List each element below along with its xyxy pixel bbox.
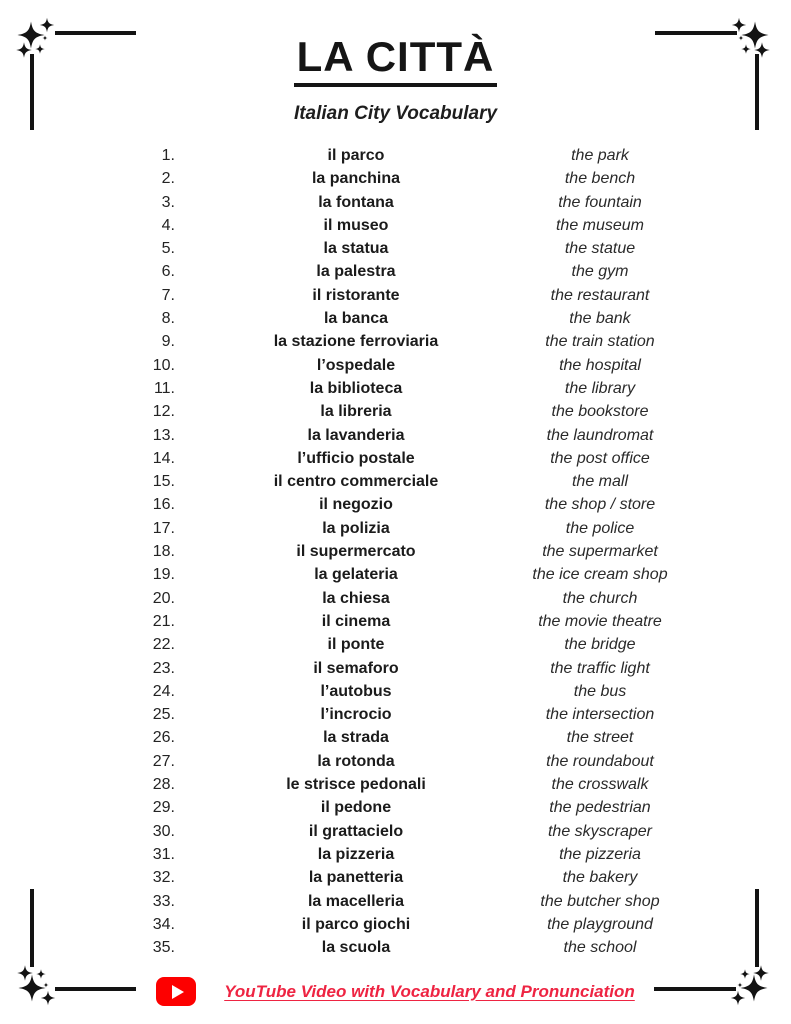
vocab-english-translation: the skyscraper — [547, 822, 653, 840]
vocab-english-translation: the traffic light — [550, 659, 650, 677]
vocab-row — [0, 167, 791, 190]
vocab-number: 22. — [152, 636, 175, 654]
vocab-row — [0, 796, 791, 819]
vocab-number: 33. — [152, 892, 175, 910]
vocab-row — [0, 820, 791, 843]
vocab-number: 8. — [161, 310, 175, 328]
vocab-number: 11. — [153, 379, 175, 397]
vocab-number: 34. — [152, 915, 175, 933]
vocab-row — [0, 307, 791, 330]
vocab-italian-term: la libreria — [320, 403, 392, 421]
vocab-english-translation: the laundromat — [546, 426, 654, 444]
vocab-english-translation: the bank — [569, 310, 631, 328]
vocab-english-translation: the restaurant — [550, 286, 650, 304]
vocab-italian-term: l’incrocio — [320, 706, 392, 724]
vocab-row — [0, 470, 791, 493]
page-subtitle: Italian City Vocabulary — [293, 103, 498, 124]
vocab-number: 12. — [152, 403, 175, 421]
vocab-italian-term: il ristorante — [312, 286, 400, 304]
vocab-italian-term: il parco giochi — [301, 915, 411, 933]
corner-line-top-right-horizontal — [655, 31, 737, 35]
vocab-number: 24. — [152, 682, 175, 700]
vocab-row — [0, 633, 791, 656]
vocab-english-translation: the street — [566, 729, 634, 747]
vocab-english-translation: the hospital — [559, 356, 641, 374]
vocab-number: 30. — [152, 822, 175, 840]
vocab-number: 10. — [152, 356, 175, 374]
vocab-row — [0, 377, 791, 400]
vocab-italian-term: la lavanderia — [307, 426, 405, 444]
vocab-italian-term: la strada — [323, 729, 389, 747]
vocab-row — [0, 726, 791, 749]
vocab-number: 14. — [152, 449, 175, 467]
vocab-row — [0, 144, 791, 167]
vocab-row — [0, 563, 791, 586]
page-title: LA CITTÀ — [294, 36, 498, 87]
vocab-number: 16. — [152, 496, 175, 514]
vocab-row — [0, 610, 791, 633]
vocab-row — [0, 703, 791, 726]
vocab-row — [0, 400, 791, 423]
vocab-italian-term: il semaforo — [313, 659, 399, 677]
vocab-italian-term: il museo — [323, 216, 389, 234]
vocab-italian-term: la banca — [323, 310, 389, 328]
vocab-english-translation: the movie theatre — [538, 612, 662, 630]
vocab-number: 3. — [161, 193, 175, 211]
vocab-english-translation: the bus — [573, 682, 627, 700]
vocab-english-translation: the roundabout — [546, 752, 654, 770]
vocab-row — [0, 587, 791, 610]
vocab-italian-term: la gelateria — [314, 566, 398, 584]
vocab-english-translation: the park — [571, 147, 629, 164]
vocab-number: 25. — [152, 706, 175, 724]
vocab-english-translation: the police — [565, 519, 635, 537]
vocab-english-translation: the mall — [571, 473, 629, 491]
vocab-italian-term: la palestra — [316, 263, 396, 281]
vocab-number: 15. — [152, 473, 175, 491]
vocab-row — [0, 890, 791, 913]
vocab-row — [0, 913, 791, 936]
vocab-list — [0, 144, 791, 959]
vocab-number: 1. — [161, 147, 175, 164]
vocab-english-translation: the bench — [564, 170, 636, 188]
vocab-number: 23. — [152, 659, 175, 677]
vocab-number: 2. — [161, 170, 175, 188]
vocab-row — [0, 517, 791, 540]
vocab-english-translation: the bakery — [562, 869, 638, 887]
vocab-english-translation: the post office — [550, 449, 650, 467]
vocab-italian-term: il centro commerciale — [273, 473, 439, 491]
vocab-row — [0, 843, 791, 866]
vocab-italian-term: il parco — [327, 147, 385, 164]
vocab-row — [0, 237, 791, 260]
vocab-number: 31. — [152, 845, 175, 863]
vocab-english-translation: the gym — [571, 263, 629, 281]
vocab-english-translation: the fountain — [558, 193, 642, 211]
vocab-italian-term: la chiesa — [322, 589, 390, 607]
vocab-italian-term: la statua — [323, 240, 389, 258]
vocab-number: 19. — [152, 566, 175, 584]
youtube-play-icon[interactable] — [156, 977, 196, 1006]
vocab-number: 27. — [152, 752, 175, 770]
vocab-number: 5. — [161, 240, 175, 258]
vocab-row — [0, 260, 791, 283]
vocab-english-translation: the church — [562, 589, 638, 607]
vocab-number: 21. — [152, 612, 175, 630]
vocab-italian-term: l’autobus — [320, 682, 392, 700]
vocab-number: 35. — [152, 939, 175, 957]
vocab-italian-term: la fontana — [318, 193, 394, 211]
vocab-italian-term: il supermercato — [296, 543, 416, 561]
vocab-english-translation: the crosswalk — [551, 776, 649, 794]
vocab-number: 28. — [152, 776, 175, 794]
vocab-row — [0, 424, 791, 447]
youtube-video-link[interactable]: YouTube Video with Vocabulary and Pronunciation — [224, 981, 635, 1001]
vocab-italian-term: la polizia — [322, 519, 390, 537]
vocab-english-translation: the statue — [564, 240, 636, 258]
vocab-number: 9. — [161, 333, 175, 351]
vocab-english-translation: the pedestrian — [549, 799, 651, 817]
vocab-italian-term: il cinema — [321, 612, 391, 630]
vocab-number: 32. — [152, 869, 175, 887]
vocab-english-translation: the butcher shop — [540, 892, 660, 910]
vocab-italian-term: la macelleria — [307, 892, 405, 910]
play-triangle-icon — [172, 985, 184, 999]
vocab-italian-term: la stazione ferroviaria — [273, 333, 439, 351]
vocab-number: 7. — [161, 286, 175, 304]
vocab-italian-term: la pizzeria — [317, 845, 395, 863]
vocab-english-translation: the train station — [545, 333, 655, 351]
vocab-english-translation: the pizzeria — [559, 845, 641, 863]
vocab-row — [0, 750, 791, 773]
vocab-row — [0, 866, 791, 889]
vocab-italian-term: la panchina — [311, 170, 401, 188]
vocab-english-translation: the ice cream shop — [532, 566, 668, 584]
vocab-number: 4. — [161, 216, 175, 234]
vocab-english-translation: the playground — [547, 915, 653, 933]
vocab-english-translation: the shop / store — [544, 496, 656, 514]
vocab-italian-term: la rotonda — [317, 752, 395, 770]
vocab-italian-term: la biblioteca — [309, 379, 403, 397]
vocab-row — [0, 330, 791, 353]
vocab-italian-term: l’ospedale — [316, 356, 396, 374]
vocab-row — [0, 936, 791, 959]
vocab-number: 26. — [152, 729, 175, 747]
vocab-row — [0, 773, 791, 796]
vocab-number: 20. — [152, 589, 175, 607]
vocab-italian-term: il pedone — [320, 799, 392, 817]
vocab-italian-term: le strisce pedonali — [286, 776, 426, 794]
vocab-italian-term: il negozio — [319, 496, 393, 514]
vocab-english-translation: the school — [563, 939, 637, 957]
vocab-english-translation: the supermarket — [542, 543, 658, 561]
vocab-number: 13. — [152, 426, 175, 444]
vocab-number: 18. — [152, 543, 175, 561]
vocab-row — [0, 214, 791, 237]
vocab-number: 17. — [152, 519, 175, 537]
vocab-english-translation: the bridge — [564, 636, 636, 654]
vocab-italian-term: la panetteria — [308, 869, 404, 887]
vocab-row — [0, 191, 791, 214]
vocab-english-translation: the intersection — [545, 706, 655, 724]
vocab-row — [0, 284, 791, 307]
vocab-number: 29. — [152, 799, 175, 817]
vocab-english-translation: the bookstore — [551, 403, 649, 421]
vocab-italian-term: il grattacielo — [308, 822, 404, 840]
vocab-row — [0, 657, 791, 680]
vocab-english-translation: the museum — [555, 216, 645, 234]
vocab-row — [0, 540, 791, 563]
vocab-row — [0, 447, 791, 470]
vocab-row — [0, 493, 791, 516]
footer — [0, 977, 791, 1006]
corner-line-top-left-horizontal — [55, 31, 136, 35]
vocab-number: 6. — [161, 263, 175, 281]
vocab-row — [0, 354, 791, 377]
vocab-italian-term: l’ufficio postale — [297, 449, 415, 467]
vocab-english-translation: the library — [564, 379, 636, 397]
vocab-italian-term: il ponte — [327, 636, 385, 654]
vocab-row — [0, 680, 791, 703]
vocab-italian-term: la scuola — [321, 939, 391, 957]
